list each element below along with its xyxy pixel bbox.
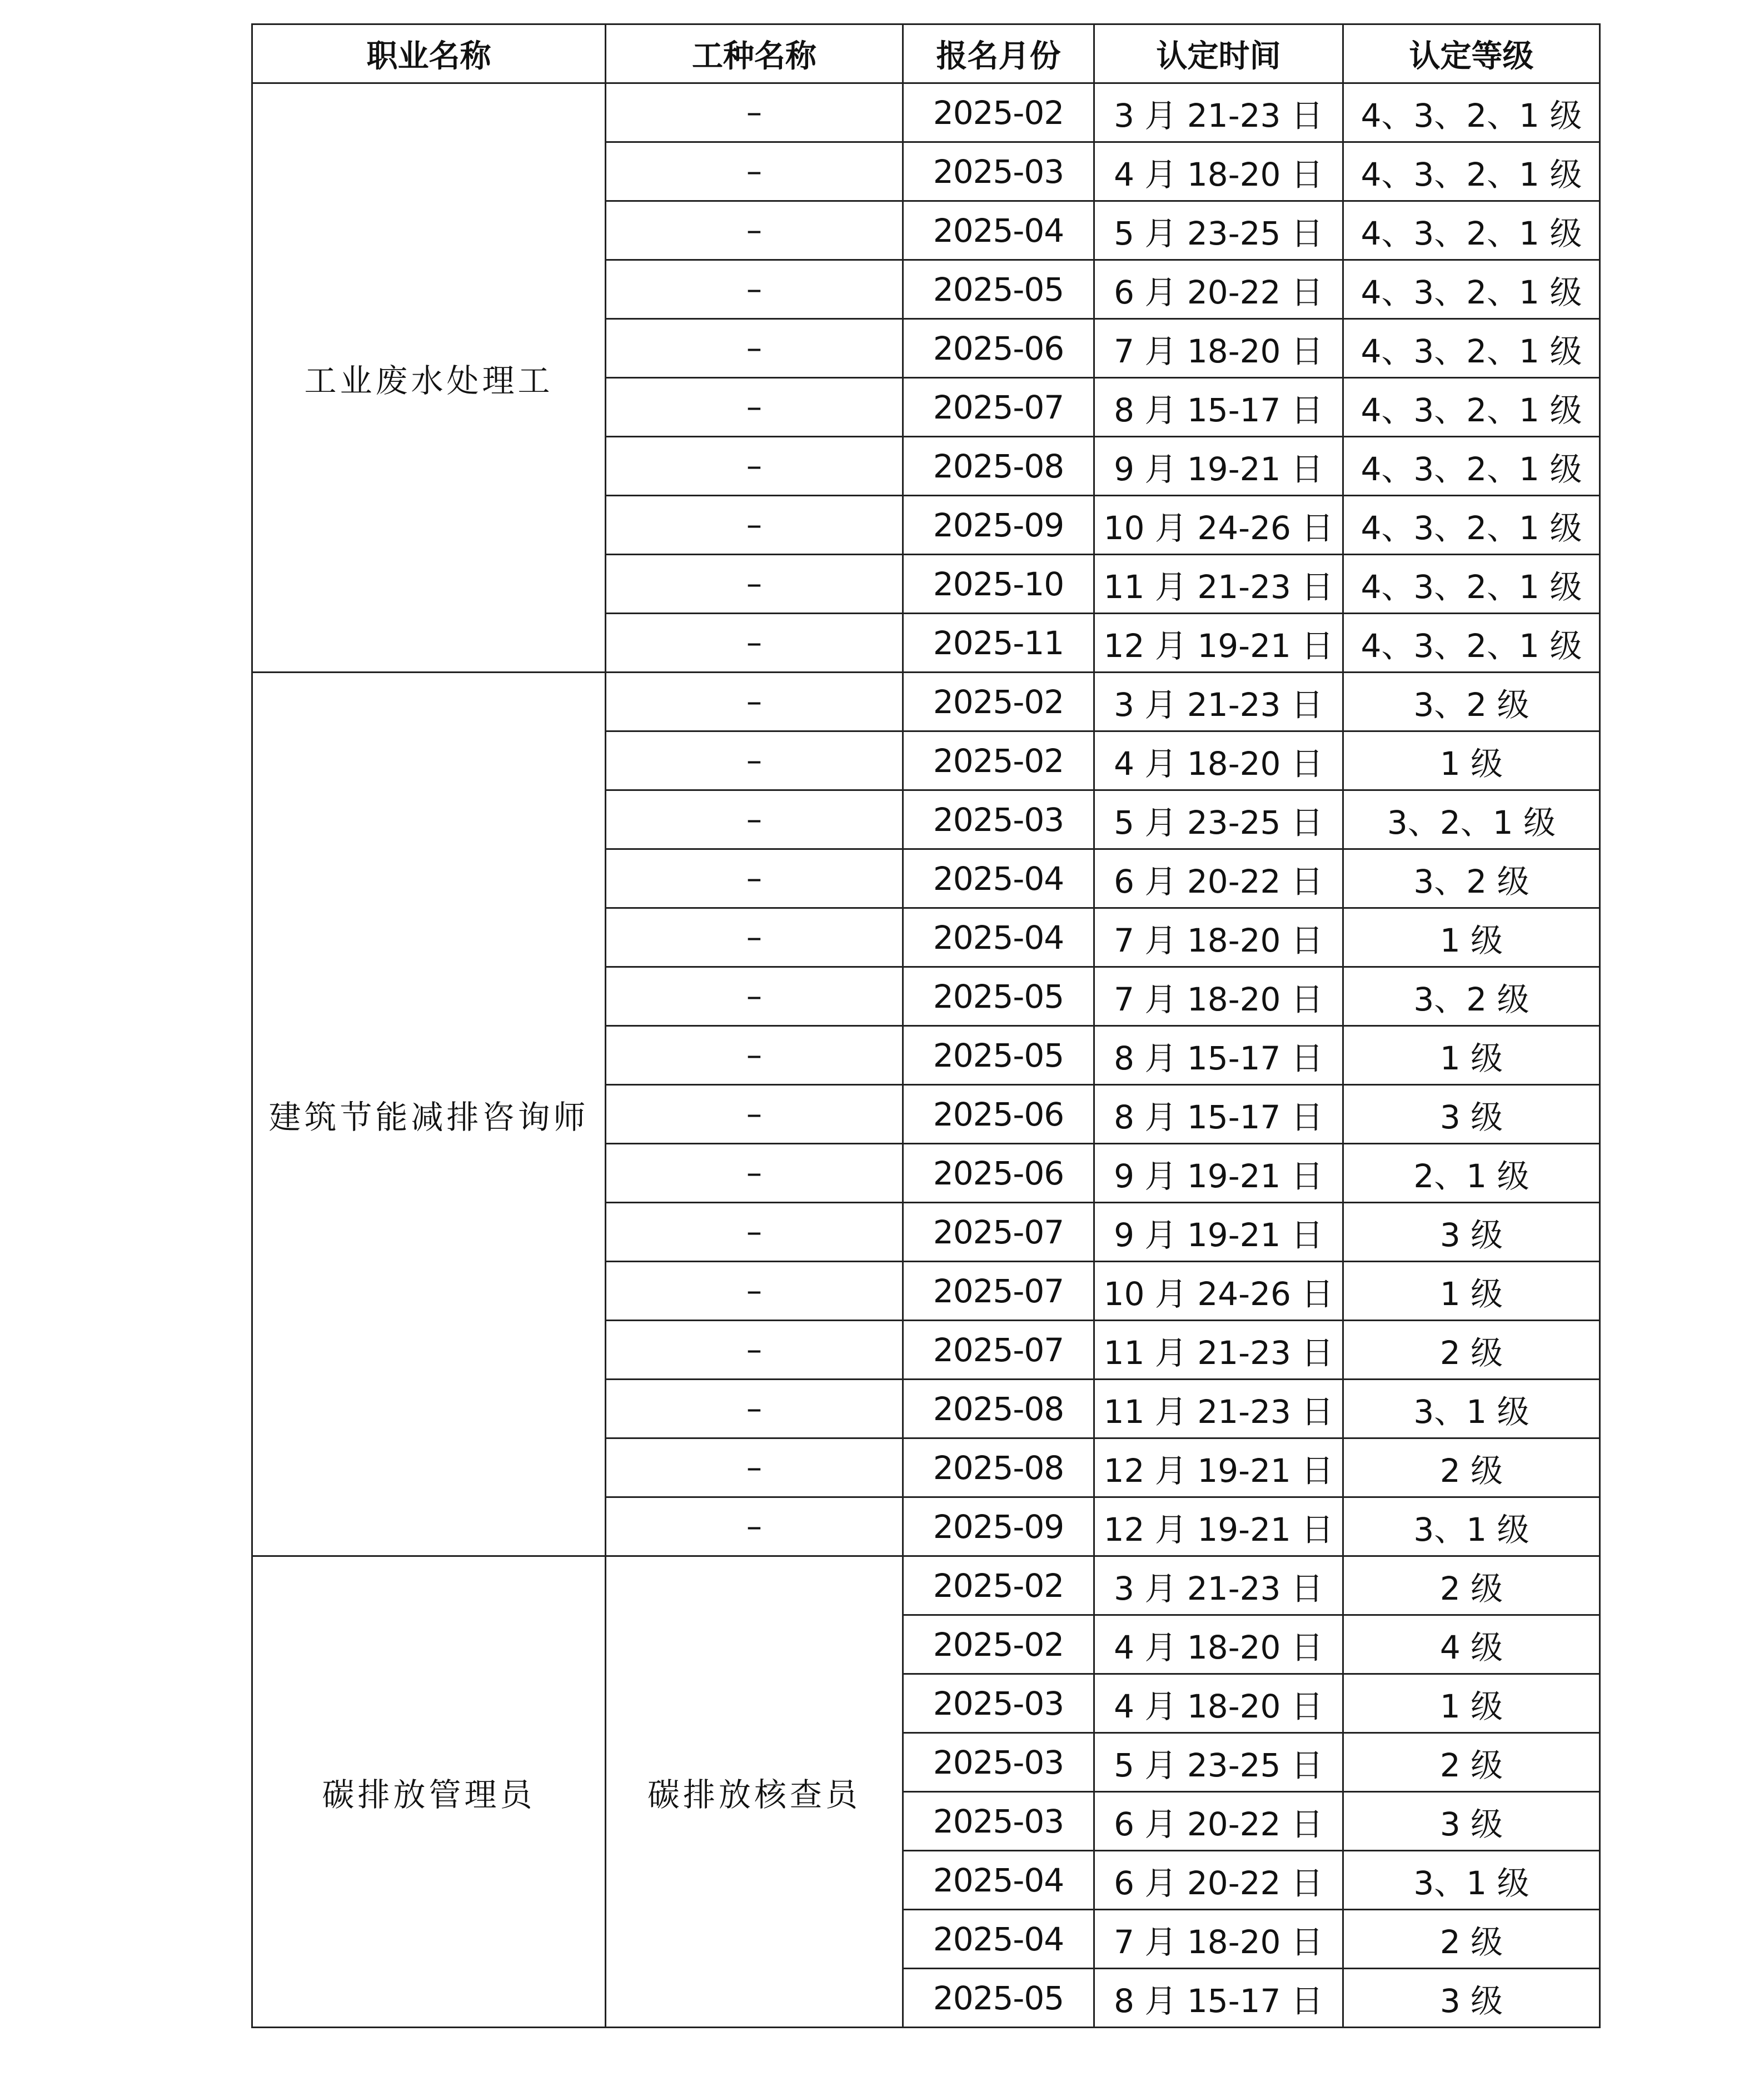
cert-time-cell: 8 月 15-17 日	[1094, 1026, 1343, 1085]
signup-month-cell: 2025-02	[903, 673, 1094, 731]
job-type-cell: –	[606, 967, 903, 1026]
job-type-cell: –	[606, 378, 903, 437]
cert-time-cell: 7 月 18-20 日	[1094, 319, 1343, 378]
header-occupation: 职业名称	[252, 24, 606, 83]
signup-month-cell: 2025-03	[903, 790, 1094, 849]
occupation-cell: 碳排放管理员	[252, 1556, 606, 2028]
signup-month-cell: 2025-06	[903, 1085, 1094, 1144]
signup-month-cell: 2025-03	[903, 1792, 1094, 1851]
signup-month-cell: 2025-02	[903, 731, 1094, 790]
cert-level-cell: 3 级	[1343, 1792, 1600, 1851]
signup-month-cell: 2025-06	[903, 1144, 1094, 1203]
cert-time-cell: 4 月 18-20 日	[1094, 142, 1343, 201]
job-type-cell: –	[606, 908, 903, 967]
cert-level-cell: 3、2 级	[1343, 849, 1600, 908]
header-job-type: 工种名称	[606, 24, 903, 83]
signup-month-cell: 2025-09	[903, 1497, 1094, 1556]
signup-month-cell: 2025-05	[903, 1026, 1094, 1085]
job-type-cell: –	[606, 790, 903, 849]
cert-time-cell: 10 月 24-26 日	[1094, 496, 1343, 555]
signup-month-cell: 2025-05	[903, 967, 1094, 1026]
job-type-cell: –	[606, 319, 903, 378]
signup-month-cell: 2025-02	[903, 83, 1094, 142]
signup-month-cell: 2025-02	[903, 1615, 1094, 1674]
cert-time-cell: 6 月 20-22 日	[1094, 849, 1343, 908]
cert-level-cell: 3 级	[1343, 1203, 1600, 1262]
cert-level-cell: 3、2 级	[1343, 967, 1600, 1026]
certification-schedule-table	[251, 23, 1601, 2028]
signup-month-cell: 2025-06	[903, 319, 1094, 378]
cert-level-cell: 4、3、2、1 级	[1343, 319, 1600, 378]
cert-time-cell: 8 月 15-17 日	[1094, 1969, 1343, 2028]
cert-time-cell: 11 月 21-23 日	[1094, 1380, 1343, 1438]
cert-level-cell: 4、3、2、1 级	[1343, 496, 1600, 555]
job-type-cell: –	[606, 849, 903, 908]
cert-level-cell: 3、1 级	[1343, 1497, 1600, 1556]
signup-month-cell: 2025-03	[903, 1733, 1094, 1792]
cert-level-cell: 2、1 级	[1343, 1144, 1600, 1203]
cert-level-cell: 2 级	[1343, 1910, 1600, 1969]
cert-level-cell: 3、1 级	[1343, 1380, 1600, 1438]
signup-month-cell: 2025-04	[903, 201, 1094, 260]
cert-level-cell: 1 级	[1343, 731, 1600, 790]
signup-month-cell: 2025-08	[903, 437, 1094, 496]
cert-level-cell: 2 级	[1343, 1438, 1600, 1497]
cert-time-cell: 6 月 20-22 日	[1094, 260, 1343, 319]
signup-month-cell: 2025-04	[903, 1851, 1094, 1910]
cert-level-cell: 2 级	[1343, 1556, 1600, 1615]
cert-level-cell: 4、3、2、1 级	[1343, 437, 1600, 496]
cert-time-cell: 12 月 19-21 日	[1094, 1497, 1343, 1556]
cert-level-cell: 1 级	[1343, 1262, 1600, 1321]
signup-month-cell: 2025-07	[903, 1262, 1094, 1321]
cert-level-cell: 2 级	[1343, 1733, 1600, 1792]
cert-level-cell: 4、3、2、1 级	[1343, 83, 1600, 142]
job-type-cell: –	[606, 1438, 903, 1497]
cert-level-cell: 3 级	[1343, 1969, 1600, 2028]
table-body	[252, 83, 1600, 2028]
job-type-cell: –	[606, 1144, 903, 1203]
cert-time-cell: 12 月 19-21 日	[1094, 1438, 1343, 1497]
job-type-cell: –	[606, 142, 903, 201]
cert-time-cell: 8 月 15-17 日	[1094, 1085, 1343, 1144]
job-type-cell: –	[606, 731, 903, 790]
job-type-cell: –	[606, 1262, 903, 1321]
signup-month-cell: 2025-05	[903, 1969, 1094, 2028]
signup-month-cell: 2025-08	[903, 1438, 1094, 1497]
cert-level-cell: 4、3、2、1 级	[1343, 614, 1600, 673]
signup-month-cell: 2025-03	[903, 1674, 1094, 1733]
cert-time-cell: 6 月 20-22 日	[1094, 1851, 1343, 1910]
signup-month-cell: 2025-07	[903, 378, 1094, 437]
job-type-cell: –	[606, 673, 903, 731]
job-type-cell: –	[606, 1380, 903, 1438]
cert-level-cell: 2 级	[1343, 1321, 1600, 1380]
cert-time-cell: 7 月 18-20 日	[1094, 1910, 1343, 1969]
header-cert-time: 认定时间	[1094, 24, 1343, 83]
cert-time-cell: 3 月 21-23 日	[1094, 1556, 1343, 1615]
occupation-cell: 工业废水处理工	[252, 83, 606, 673]
job-type-cell: –	[606, 1085, 903, 1144]
table-row	[252, 83, 1600, 142]
cert-time-cell: 12 月 19-21 日	[1094, 614, 1343, 673]
header-row	[252, 24, 1600, 83]
cert-time-cell: 11 月 21-23 日	[1094, 555, 1343, 614]
cert-level-cell: 3、2 级	[1343, 673, 1600, 731]
cert-level-cell: 4、3、2、1 级	[1343, 201, 1600, 260]
cert-time-cell: 5 月 23-25 日	[1094, 790, 1343, 849]
job-type-cell: –	[606, 201, 903, 260]
job-type-cell: –	[606, 1321, 903, 1380]
cert-time-cell: 5 月 23-25 日	[1094, 1733, 1343, 1792]
cert-level-cell: 1 级	[1343, 1674, 1600, 1733]
signup-month-cell: 2025-07	[903, 1321, 1094, 1380]
signup-month-cell: 2025-07	[903, 1203, 1094, 1262]
cert-level-cell: 4 级	[1343, 1615, 1600, 1674]
cert-time-cell: 7 月 18-20 日	[1094, 967, 1343, 1026]
cert-level-cell: 3、1 级	[1343, 1851, 1600, 1910]
cert-time-cell: 10 月 24-26 日	[1094, 1262, 1343, 1321]
job-type-cell: –	[606, 1026, 903, 1085]
signup-month-cell: 2025-04	[903, 849, 1094, 908]
job-type-cell: –	[606, 555, 903, 614]
cert-time-cell: 9 月 19-21 日	[1094, 437, 1343, 496]
job-type-cell: –	[606, 260, 903, 319]
cert-level-cell: 3、2、1 级	[1343, 790, 1600, 849]
job-type-cell: –	[606, 496, 903, 555]
cert-level-cell: 1 级	[1343, 908, 1600, 967]
cert-time-cell: 9 月 19-21 日	[1094, 1203, 1343, 1262]
cert-time-cell: 3 月 21-23 日	[1094, 83, 1343, 142]
header-signup-month: 报名月份	[903, 24, 1094, 83]
job-type-cell: –	[606, 614, 903, 673]
cert-time-cell: 6 月 20-22 日	[1094, 1792, 1343, 1851]
cert-level-cell: 1 级	[1343, 1026, 1600, 1085]
signup-month-cell: 2025-10	[903, 555, 1094, 614]
job-type-cell: –	[606, 1203, 903, 1262]
cert-time-cell: 4 月 18-20 日	[1094, 1615, 1343, 1674]
cert-time-cell: 8 月 15-17 日	[1094, 378, 1343, 437]
signup-month-cell: 2025-09	[903, 496, 1094, 555]
signup-month-cell: 2025-04	[903, 1910, 1094, 1969]
cert-time-cell: 4 月 18-20 日	[1094, 731, 1343, 790]
signup-month-cell: 2025-04	[903, 908, 1094, 967]
signup-month-cell: 2025-11	[903, 614, 1094, 673]
cert-level-cell: 4、3、2、1 级	[1343, 260, 1600, 319]
job-type-cell: –	[606, 1497, 903, 1556]
job-type-cell: –	[606, 83, 903, 142]
cert-time-cell: 3 月 21-23 日	[1094, 673, 1343, 731]
cert-level-cell: 4、3、2、1 级	[1343, 555, 1600, 614]
job-type-cell: 碳排放核查员	[606, 1556, 903, 2028]
cert-time-cell: 5 月 23-25 日	[1094, 201, 1343, 260]
cert-time-cell: 7 月 18-20 日	[1094, 908, 1343, 967]
job-type-cell: –	[606, 437, 903, 496]
signup-month-cell: 2025-03	[903, 142, 1094, 201]
signup-month-cell: 2025-02	[903, 1556, 1094, 1615]
occupation-cell: 建筑节能减排咨询师	[252, 673, 606, 1556]
header-cert-level: 认定等级	[1343, 24, 1600, 83]
cert-time-cell: 9 月 19-21 日	[1094, 1144, 1343, 1203]
cert-level-cell: 3 级	[1343, 1085, 1600, 1144]
table-row	[252, 1556, 1600, 1615]
cert-level-cell: 4、3、2、1 级	[1343, 378, 1600, 437]
cert-time-cell: 11 月 21-23 日	[1094, 1321, 1343, 1380]
signup-month-cell: 2025-08	[903, 1380, 1094, 1438]
cert-level-cell: 4、3、2、1 级	[1343, 142, 1600, 201]
signup-month-cell: 2025-05	[903, 260, 1094, 319]
table-row	[252, 673, 1600, 731]
cert-time-cell: 4 月 18-20 日	[1094, 1674, 1343, 1733]
